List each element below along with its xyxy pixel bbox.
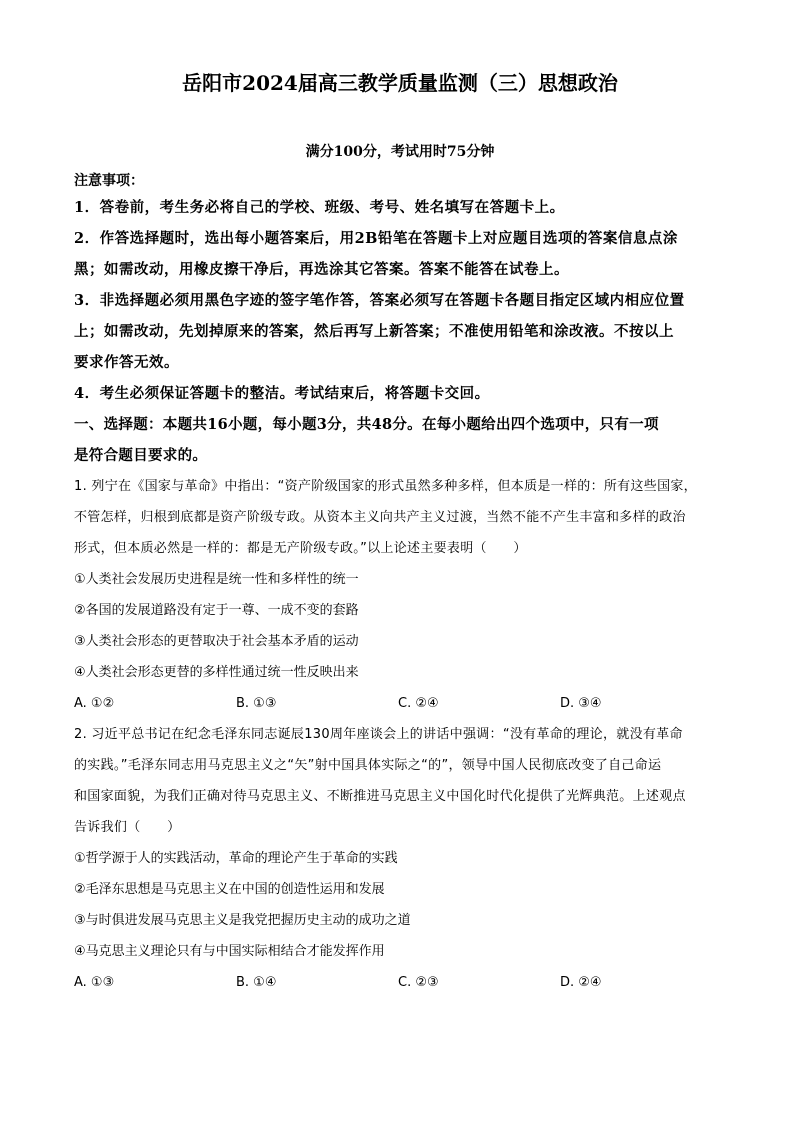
answer-choices — [74, 688, 726, 719]
notice-list — [74, 192, 726, 409]
statement: ①人类社会发展历史进程是统一性和多样性的统一 — [74, 572, 359, 587]
notice-line: 要求作答无效。 — [74, 354, 179, 371]
choice-c: C. ②④ — [398, 696, 439, 711]
statement: ④人类社会形态更替的多样性通过统一性反映出来 — [74, 665, 359, 680]
statement: ②各国的发展道路没有定于一尊、一成不变的套路 — [74, 603, 359, 618]
question-stem-line: 的实践。”毛泽东同志用马克思主义之“矢”射中国具体实际之“的”，领导中国人民彻底改变了自己命运 — [74, 758, 662, 773]
choice-c: C. ②③ — [398, 975, 439, 990]
notice-heading: 注意事项： — [74, 173, 144, 189]
notice-line: 2．作答选择题时，选出每小题答案后，用2B铅笔在答题卡上对应题目选项的答案信息点涂 — [74, 230, 678, 247]
question-1 — [74, 471, 726, 719]
question-stem-line: 告诉我们（ ） — [74, 820, 181, 835]
question-stem-line: 2. 习近平总书记在纪念毛泽东同志诞辰130周年座谈会上的讲话中强调：“没有革命的理论，就没有革命 — [74, 727, 683, 742]
section-heading — [74, 409, 726, 471]
section-heading-line: 一、选择题：本题共16小题，每小题3分，共48分。在每小题给出四个选项中，只有一项 — [74, 416, 659, 433]
question-stem-line: 1. 列宁在《国家与革命》中指出：“资产阶级国家的形式虽然多种多样，但本质是一样的：所有这些国家， — [74, 479, 697, 494]
page-title: 岳阳市2024届高三教学质量监测（三）思想政治 — [182, 71, 618, 95]
question-stem-line: 形式，但本质必然是一样的：都是无产阶级专政。”以上论述主要表明（ ） — [74, 541, 527, 556]
choice-a: A. ①② — [74, 696, 115, 711]
answer-choices — [74, 967, 726, 998]
notice-line: 3．非选择题必须用黑色字迹的签字笔作答，答案必须写在答题卡各题目指定区域内相应位置 — [74, 292, 685, 309]
notice-line: 1．答卷前，考生务必将自己的学校、班级、考号、姓名填写在答题卡上。 — [74, 199, 565, 216]
choice-d: D. ②④ — [560, 975, 602, 990]
statement: ①哲学源于人的实践活动，革命的理论产生于革命的实践 — [74, 851, 398, 866]
choice-d: D. ③④ — [560, 696, 602, 711]
exam-page — [74, 60, 726, 998]
statement: ③人类社会形态的更替取决于社会基本矛盾的运动 — [74, 634, 359, 649]
statement: ④马克思主义理论只有与中国实际相结合才能发挥作用 — [74, 944, 385, 959]
question-2 — [74, 719, 726, 998]
notice-line: 4．考生必须保证答题卡的整洁。考试结束后，将答题卡交回。 — [74, 385, 490, 402]
question-stem-line: 不管怎样，归根到底都是资产阶级专政。从资本主义向共产主义过渡，当然不能不产生丰富和多样的政治 — [74, 510, 686, 525]
statement: ③与时俱进发展马克思主义是我党把握历史主动的成功之道 — [74, 913, 411, 928]
section-heading-line: 是符合题目要求的。 — [74, 447, 208, 464]
choice-a: A. ①③ — [74, 975, 115, 990]
question-stem-line: 和国家面貌，为我们正确对待马克思主义、不断推进马克思主义中国化时代化提供了光辉典范。上述观点 — [74, 789, 686, 804]
choice-b: B. ①③ — [236, 696, 277, 711]
notice-line: 黑；如需改动，用橡皮擦干净后，再选涂其它答案。答案不能答在试卷上。 — [74, 261, 569, 278]
notice-line: 上；如需改动，先划掉原来的答案，然后再写上新答案；不准使用铅笔和涂改液。不按以上 — [74, 323, 674, 340]
exam-info: 满分100分，考试用时75分钟 — [305, 144, 495, 160]
choice-b: B. ①④ — [236, 975, 277, 990]
statement: ②毛泽东思想是马克思主义在中国的创造性运用和发展 — [74, 882, 385, 897]
